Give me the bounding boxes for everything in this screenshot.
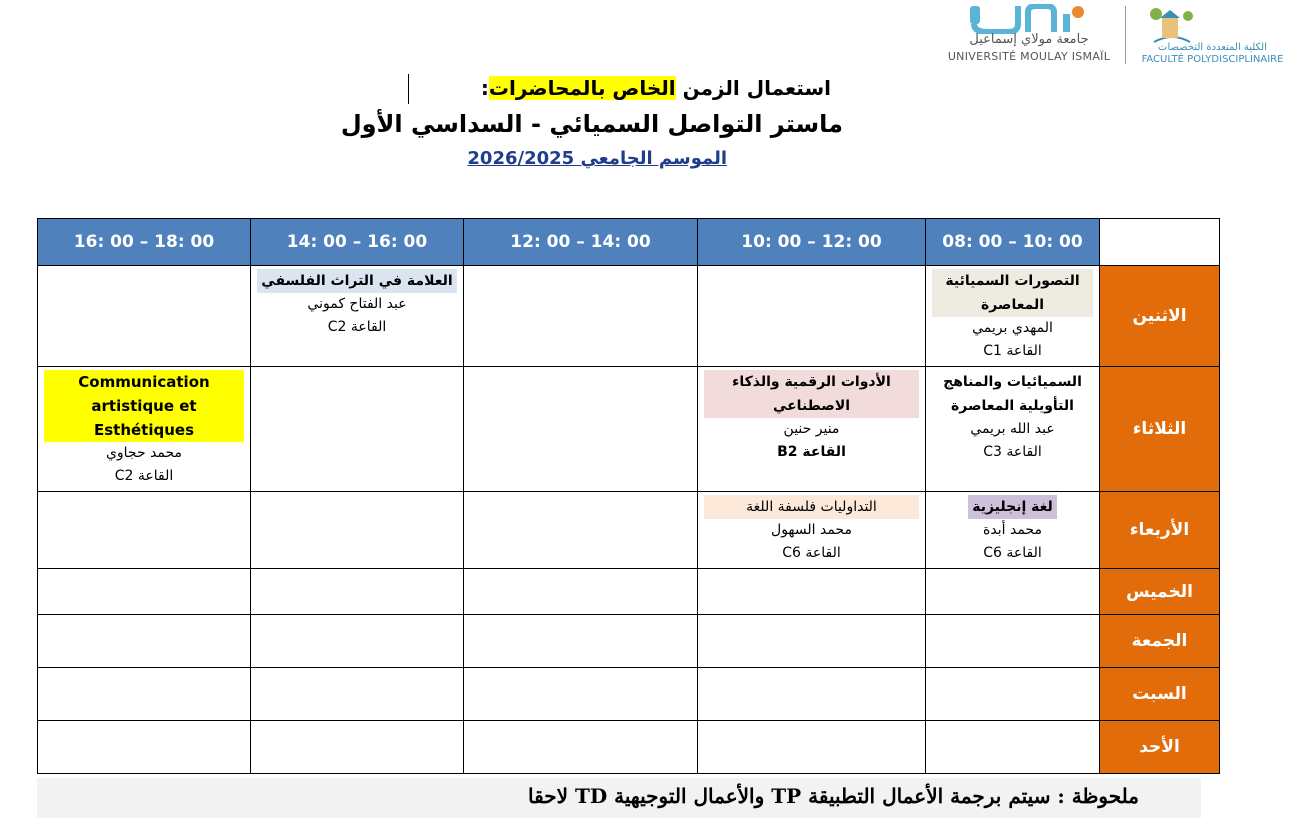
professor-name: المهدي بريمي xyxy=(972,320,1053,336)
empty-cell xyxy=(464,492,698,569)
empty-cell xyxy=(251,615,464,668)
title-highlight: الخاص بالمحاضرات xyxy=(488,76,676,100)
day-row-friday xyxy=(38,615,1220,668)
room-label: القاعة C2 xyxy=(114,468,174,484)
day-row-thursday xyxy=(38,569,1220,615)
day-row-sunday xyxy=(38,721,1220,774)
day-label-thursday: الخميس xyxy=(1100,569,1220,615)
text-cursor xyxy=(408,74,409,104)
day-row-tuesday xyxy=(38,367,1220,492)
program-title: ماستر التواصل السميائي - السداسي الأول xyxy=(340,110,843,138)
empty-cell xyxy=(926,668,1100,721)
day-label-saturday: السبت xyxy=(1100,668,1220,721)
course-name: التصورات السميائية المعاصرة xyxy=(932,269,1093,317)
room-label: القاعة C2 xyxy=(327,319,387,335)
empty-cell xyxy=(251,492,464,569)
empty-cell xyxy=(698,668,926,721)
faculty-logo xyxy=(1140,4,1285,66)
corner-cell xyxy=(1100,219,1220,266)
professor-name: عبد الله بريمي xyxy=(970,421,1055,437)
session-cell xyxy=(926,367,1100,492)
timeslot-08-10: 08: 00 – 10: 00 xyxy=(926,219,1100,266)
empty-cell xyxy=(38,492,251,569)
empty-cell xyxy=(251,668,464,721)
timeslot-16-18: 16: 00 – 18: 00 xyxy=(38,219,251,266)
empty-cell xyxy=(38,266,251,367)
empty-cell xyxy=(464,569,698,615)
session xyxy=(251,266,463,342)
course-name: الأدوات الرقمية والذكاء الاصطناعي xyxy=(704,370,919,418)
title-prefix: استعمال الزمن xyxy=(675,76,831,100)
empty-cell xyxy=(38,668,251,721)
room-label: القاعة C1 xyxy=(983,343,1042,359)
faculty-french-name: FACULTÉ POLYDISCIPLINAIRE xyxy=(1141,54,1284,65)
course-name: التداوليات فلسفة اللغة xyxy=(704,495,919,519)
day-label-monday: الاثنين xyxy=(1100,266,1220,367)
day-row-monday xyxy=(38,266,1220,367)
session-cell xyxy=(926,266,1100,367)
empty-cell xyxy=(38,721,251,774)
timeslot-10-12: 10: 00 – 12: 00 xyxy=(698,219,926,266)
room-label: القاعة C6 xyxy=(983,545,1042,561)
room-label: القاعة C6 xyxy=(782,545,841,561)
empty-cell xyxy=(464,615,698,668)
note-banner xyxy=(37,778,1201,818)
empty-cell xyxy=(464,668,698,721)
empty-cell xyxy=(698,266,926,367)
day-row-saturday xyxy=(38,668,1220,721)
empty-cell xyxy=(698,569,926,615)
logo-divider xyxy=(1125,6,1126,64)
session xyxy=(38,367,250,491)
course-name: لغة إنجليزية xyxy=(968,495,1057,519)
timeslot-12-14: 12: 00 – 14: 00 xyxy=(464,219,698,266)
empty-cell xyxy=(464,266,698,367)
session xyxy=(926,266,1099,366)
day-label-wednesday: الأربعاء xyxy=(1100,492,1220,569)
empty-cell xyxy=(698,721,926,774)
course-name: العلامة في التراث الفلسفي xyxy=(257,269,457,293)
title-colon: : xyxy=(480,76,489,100)
session-cell xyxy=(38,367,251,492)
session xyxy=(698,367,925,467)
empty-cell xyxy=(926,569,1100,615)
empty-cell xyxy=(698,615,926,668)
session-cell xyxy=(698,492,926,569)
day-label-sunday: الأحد xyxy=(1100,721,1220,774)
empty-cell xyxy=(926,721,1100,774)
empty-cell xyxy=(251,569,464,615)
room-label: القاعة C3 xyxy=(983,444,1042,460)
professor-name: منير حنين xyxy=(783,421,840,437)
professor-name: عبد الفتاح كموني xyxy=(307,296,407,312)
academic-year: الموسم الجامعي 2026/2025 xyxy=(467,148,727,169)
empty-cell xyxy=(251,721,464,774)
timeslot-header-row xyxy=(38,219,1220,266)
session xyxy=(926,492,1099,568)
university-logo xyxy=(946,4,1112,66)
day-label-tuesday: الثلاثاء xyxy=(1100,367,1220,492)
umi-french-name: UNIVERSITÉ MOULAY ISMAÏL xyxy=(947,50,1111,63)
schedule-title xyxy=(481,76,831,100)
course-name: Communication artistique et Esthétiques xyxy=(44,370,244,442)
session-cell xyxy=(698,367,926,492)
empty-cell xyxy=(464,721,698,774)
empty-cell xyxy=(251,367,464,492)
empty-cell xyxy=(464,367,698,492)
timetable xyxy=(37,218,1220,774)
note-text: ملحوظة : سيتم برجمة الأعمال التطبيقة TP والأعمال التوجيهية TD لاحقا xyxy=(528,784,1139,808)
empty-cell xyxy=(38,615,251,668)
session xyxy=(698,492,925,568)
day-row-wednesday xyxy=(38,492,1220,569)
session-cell xyxy=(251,266,464,367)
session xyxy=(926,367,1099,467)
day-label-friday: الجمعة xyxy=(1100,615,1220,668)
faculty-arabic-name: الكلية المتعددة التخصصات xyxy=(1158,42,1267,53)
empty-cell xyxy=(926,615,1100,668)
faculty-logo-icon xyxy=(1146,4,1198,44)
empty-cell xyxy=(38,569,251,615)
timeslot-14-16: 14: 00 – 16: 00 xyxy=(251,219,464,266)
umi-logo-icon xyxy=(968,4,1088,34)
session-cell xyxy=(926,492,1100,569)
professor-name: محمد أبدة xyxy=(983,522,1042,538)
umi-arabic-name: جامعة مولاي إسماعيل xyxy=(969,32,1089,47)
course-name: السميائيات والمناهج التأويلية المعاصرة xyxy=(943,374,1082,414)
professor-name: محمد حجاوي xyxy=(105,445,183,461)
room-label: القاعة B2 xyxy=(777,444,846,460)
professor-name: محمد السهول xyxy=(771,522,852,538)
